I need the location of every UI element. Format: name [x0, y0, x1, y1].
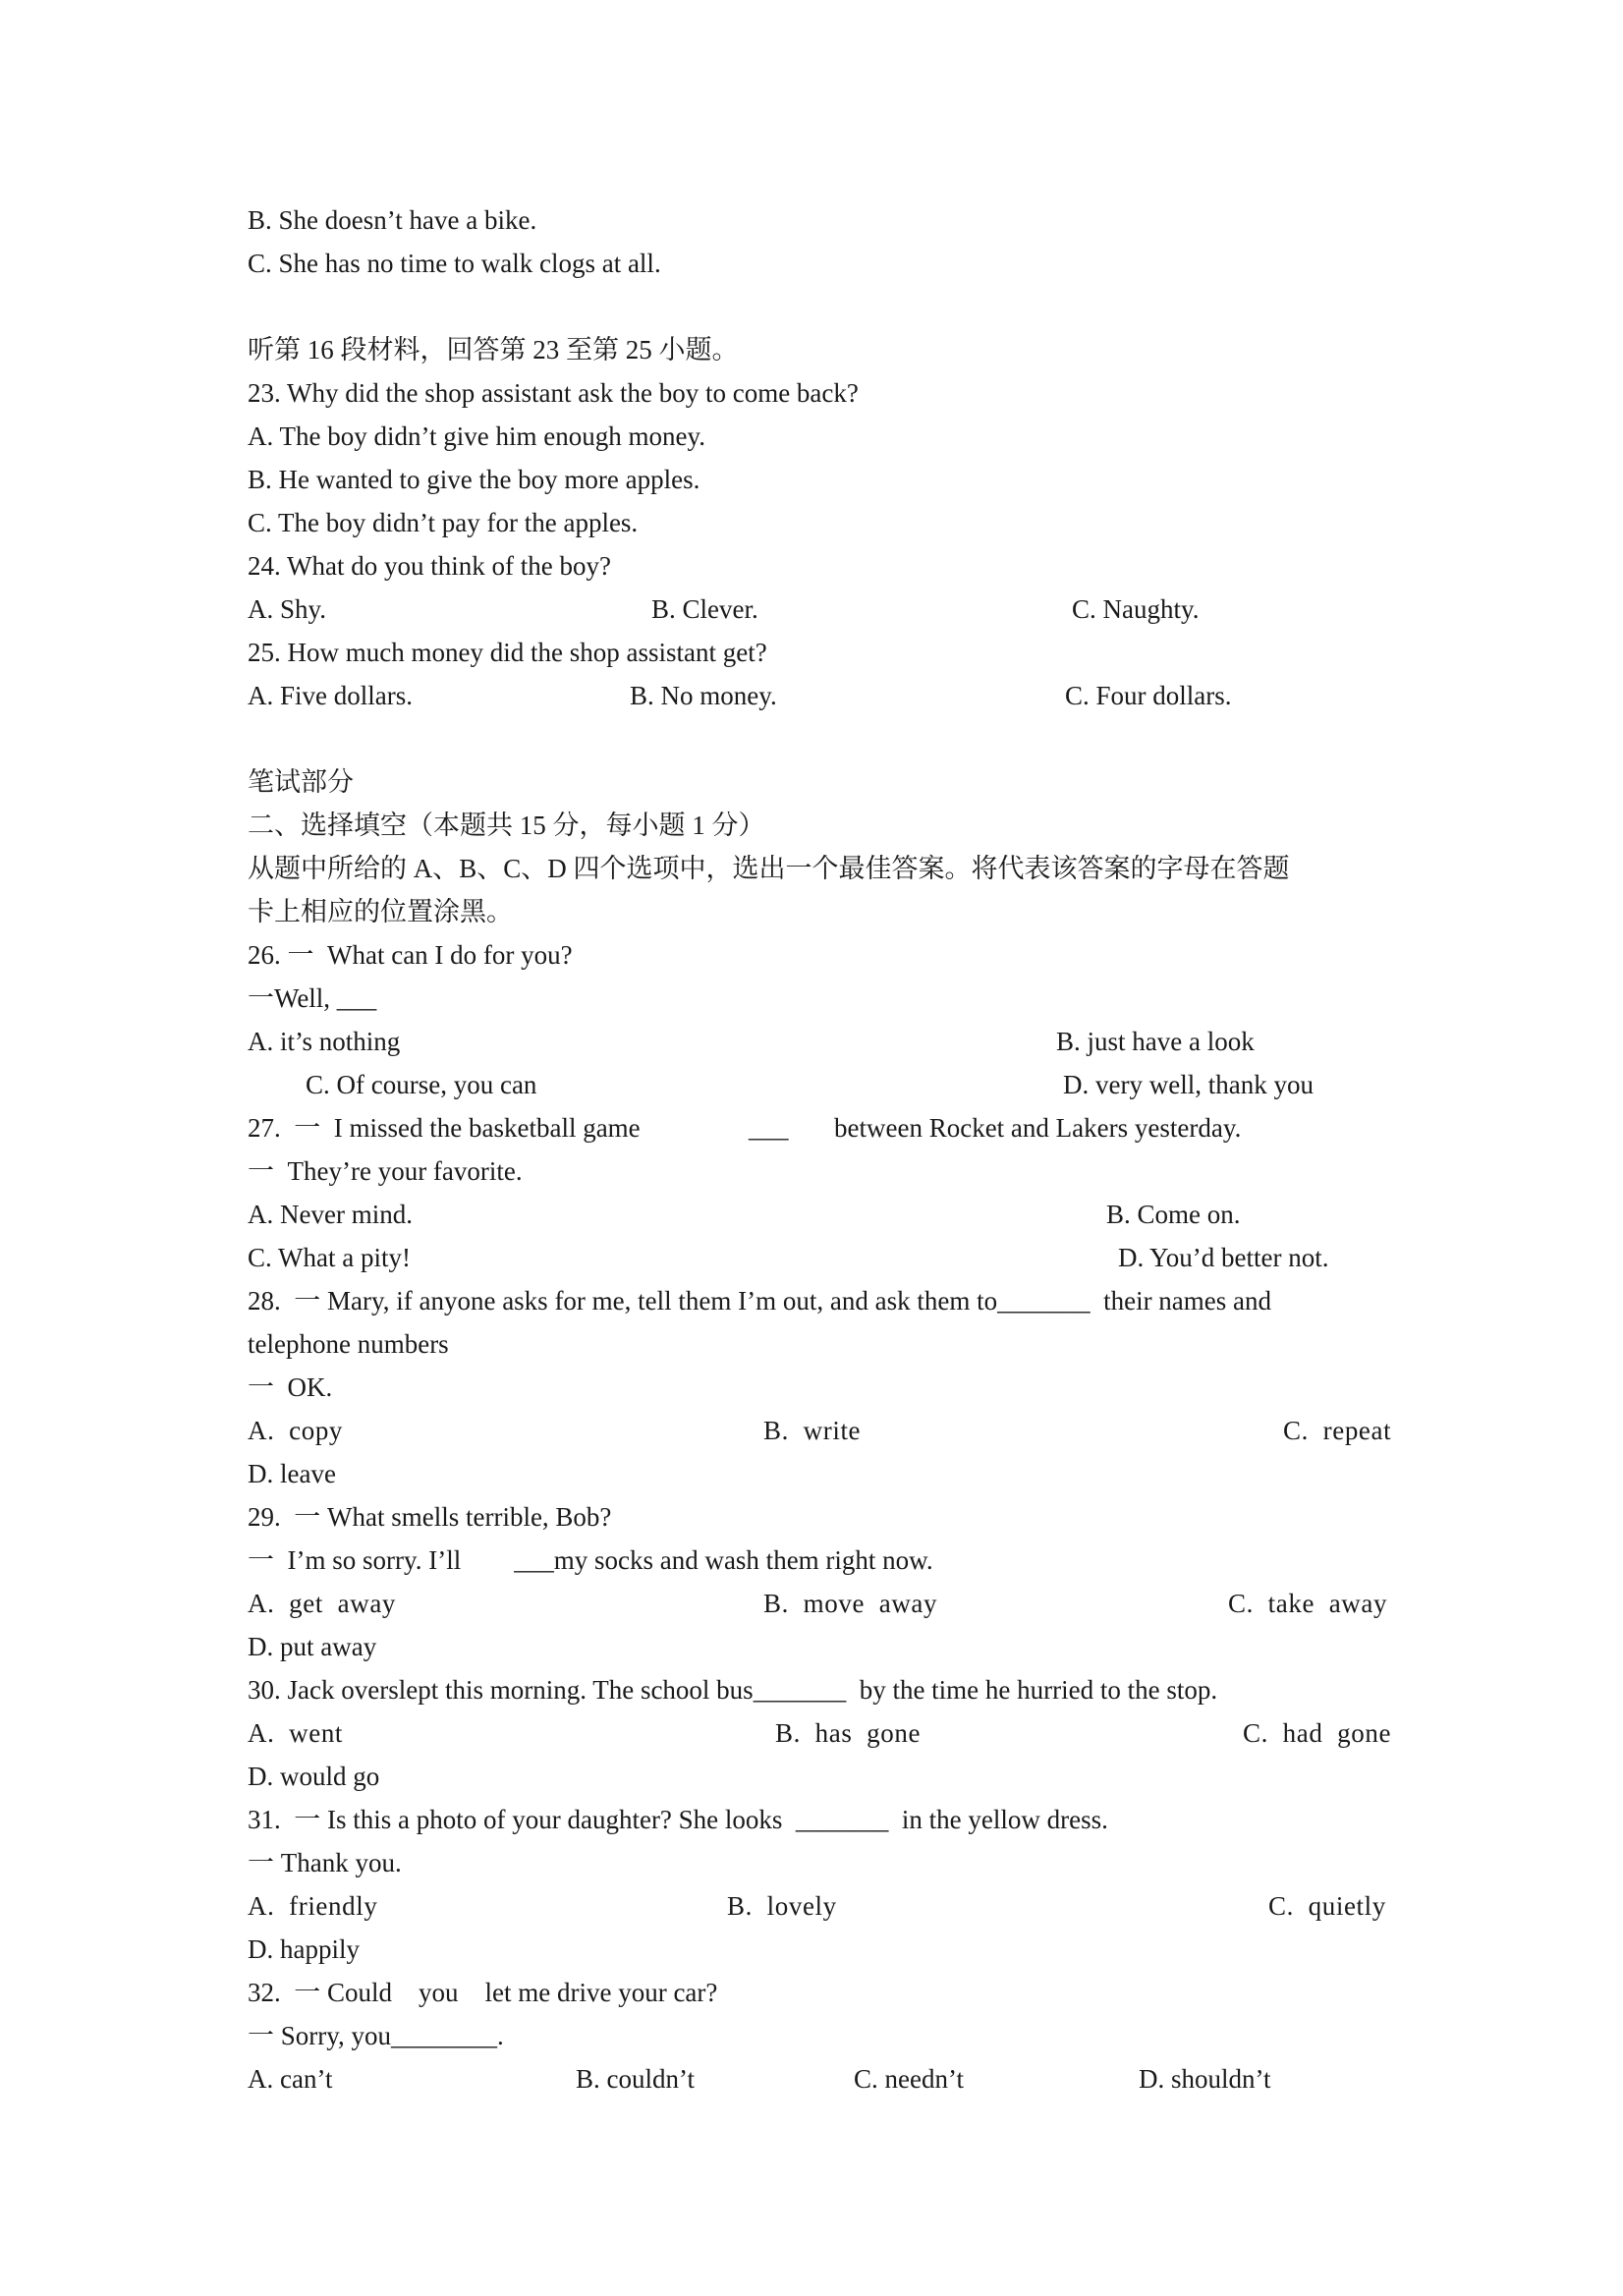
q25-option-b: B. No money. — [630, 681, 777, 710]
q24-option-b: B. Clever. — [651, 594, 758, 624]
q29-option-b: B. move away — [763, 1589, 938, 1618]
q31-option-c: C. quietly — [1268, 1891, 1386, 1921]
written-part-heading: 笔试部分 — [248, 767, 354, 797]
q26-option-a: A. it’s nothing — [248, 1027, 401, 1056]
q23-option-b: B. He wanted to give the boy more apples. — [248, 465, 700, 494]
question-30: 30. Jack overslept this morning. The school bus_______ by the time he hurried to the stop. — [248, 1675, 1218, 1705]
q26-option-d: D. very well, thank you — [1063, 1070, 1314, 1099]
section-two-instruction-1: 从题中所给的 A、B、C、D 四个选项中，选出一个最佳答案。将代表该答案的字母在答题 — [248, 854, 1290, 883]
q25-option-a: A. Five dollars. — [248, 681, 413, 710]
q30-option-d: D. would go — [248, 1762, 380, 1791]
q29-option-a: A. get away — [248, 1589, 397, 1618]
q31-reply: 一 Thank you. — [248, 1848, 402, 1877]
q30-option-c: C. had gone — [1243, 1718, 1392, 1748]
q28-option-b: B. write — [763, 1416, 862, 1445]
q26-reply: 一Well, ___ — [248, 983, 377, 1013]
q23-option-c: C. The boy didn’t pay for the apples. — [248, 508, 639, 537]
option-b-prev: B. She doesn’t have a bike. — [248, 205, 537, 235]
q27-blank: ___ — [749, 1113, 789, 1143]
q32-option-c: C. needn’t — [854, 2064, 964, 2094]
question-24: 24. What do you think of the boy? — [248, 551, 611, 581]
q28-option-d: D. leave — [248, 1459, 336, 1488]
q27-stem-end: between Rocket and Lakers yesterday. — [834, 1113, 1242, 1143]
section-two-instruction-2: 卡上相应的位置涂黑。 — [248, 897, 513, 926]
q31-option-b: B. lovely — [727, 1891, 837, 1921]
section-instruction: 听第 16 段材料，回答第 23 至第 25 小题。 — [248, 335, 739, 364]
q23-option-a: A. The boy didn’t give him enough money. — [248, 421, 705, 451]
question-32: 32. 一 Could you let me drive your car? — [248, 1978, 718, 2007]
question-27: 27. 一 I missed the basketball game — [248, 1113, 641, 1143]
q29-reply: 一 I’m so sorry. I’ll ___my socks and wash them right now. — [248, 1545, 933, 1575]
q32-reply: 一 Sorry, you________. — [248, 2021, 504, 2050]
q28-option-a: A. copy — [248, 1416, 344, 1445]
q31-option-a: A. friendly — [248, 1891, 378, 1921]
q28-stem-cont: telephone numbers — [248, 1329, 449, 1359]
q26-option-c: C. Of course, you can — [306, 1070, 537, 1099]
section-two-heading: 二、选择填空（本题共 15 分，每小题 1 分） — [248, 811, 765, 840]
q32-option-d: D. shouldn’t — [1139, 2064, 1271, 2094]
q31-option-d: D. happily — [248, 1934, 360, 1964]
question-28: 28. 一 Mary, if anyone asks for me, tell them I’m out, and ask them to_______ their names and — [248, 1286, 1272, 1316]
q24-option-c: C. Naughty. — [1072, 594, 1200, 624]
q28-option-c: C. repeat — [1283, 1416, 1392, 1445]
q28-reply: 一 OK. — [248, 1372, 333, 1402]
question-23: 23. Why did the shop assistant ask the boy to come back? — [248, 378, 859, 408]
question-29: 29. 一 What smells terrible, Bob? — [248, 1502, 612, 1532]
q24-option-a: A. Shy. — [248, 594, 327, 624]
q30-option-b: B. has gone — [775, 1718, 922, 1748]
q27-option-a: A. Never mind. — [248, 1200, 413, 1229]
q26-option-b: B. just have a look — [1056, 1027, 1255, 1056]
q32-option-b: B. couldn’t — [576, 2064, 695, 2094]
question-25: 25. How much money did the shop assistant get? — [248, 638, 767, 667]
q27-option-d: D. You’d better not. — [1118, 1243, 1329, 1272]
question-31: 31. 一 Is this a photo of your daughter? She looks _______ in the yellow dress. — [248, 1805, 1108, 1834]
q27-option-b: B. Come on. — [1106, 1200, 1241, 1229]
option-c-prev: C. She has no time to walk clogs at all. — [248, 249, 661, 278]
question-26: 26. 一 What can I do for you? — [248, 940, 573, 970]
q30-option-a: A. went — [248, 1718, 344, 1748]
q25-option-c: C. Four dollars. — [1065, 681, 1232, 710]
q32-option-a: A. can’t — [248, 2064, 333, 2094]
q29-option-d: D. put away — [248, 1632, 377, 1661]
q29-option-c: C. take away — [1228, 1589, 1388, 1618]
q27-reply: 一 They’re your favorite. — [248, 1156, 523, 1186]
q27-option-c: C. What a pity! — [248, 1243, 411, 1272]
